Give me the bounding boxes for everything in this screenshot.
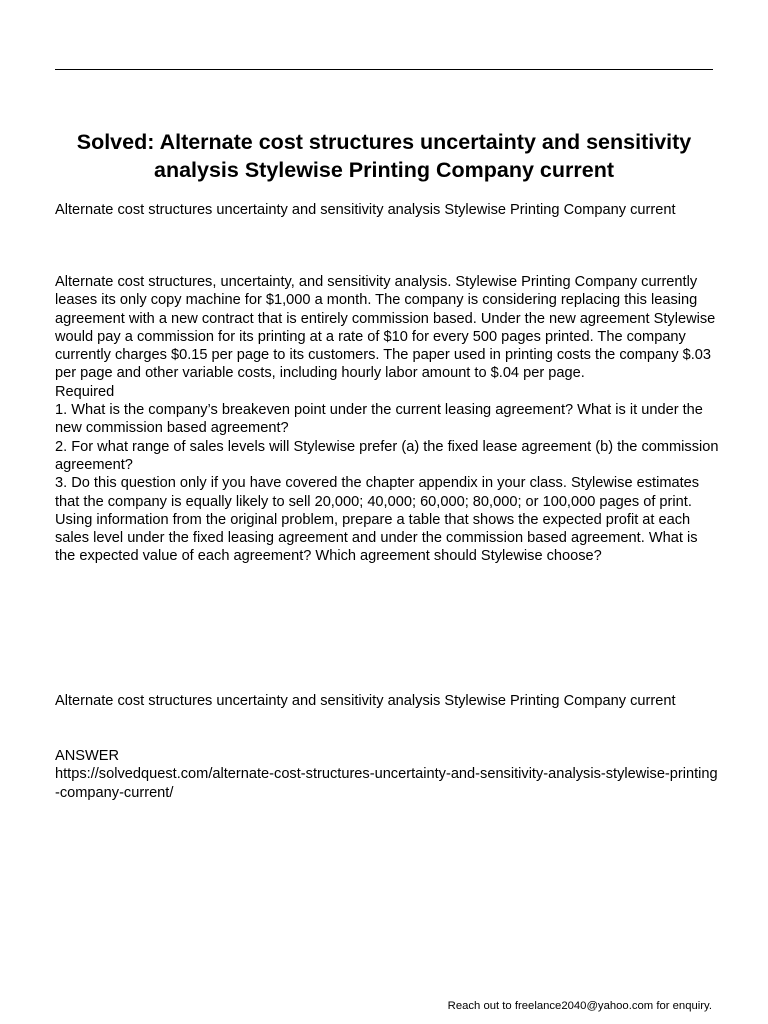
question-item-1: 1. What is the company’s breakeven point under the current leasing agreement? What is it under the new commission based agreement? — [55, 402, 703, 437]
repeat-title: Alternate cost structures uncertainty and sensitivity analysis Stylewise Printing Company current — [55, 693, 676, 709]
required-label: Required — [55, 383, 115, 400]
question-text — [55, 273, 720, 566]
answer-label: ANSWER — [55, 748, 120, 764]
top-divider — [55, 69, 713, 70]
footer-contact: Reach out to freelance2040@yahoo.com for enquiry. — [447, 1000, 712, 1012]
question-item-3: 3. Do this question only if you have covered the chapter appendix in your class. Stylewise estimates that the company is equally likely to sell 20,000; 40,000; 60,000; 80,000; or 100,000 pages of print. Using information from the original problem, prepare a table that shows the expected profit at each sales level under the fixed leasing agreement and under the commission based agreement. What is the expected value of each agreement? Which agreement should Stylewise choose? — [55, 475, 700, 565]
answer-link[interactable]: https://solvedquest.com/alternate-cost-structures-uncertainty-and-sensitivity-analysis-stylewise-printing-company-current/ — [55, 766, 718, 801]
question-item-2: 2. For what range of sales levels will Stylewise prefer (a) the fixed lease agreement (b) the commission agreement? — [55, 438, 719, 473]
question-intro: Alternate cost structures, uncertainty, and sensitivity analysis. Stylewise Printing Company currently leases its only copy machine for $1,000 a month. The company is considering replacing this leasing agreement with a new contract that is entirely commission based. Under the new agreement Stylewise would pay a commission for its printing at a rate of $10 for every 500 pages printed. The company currently charges $0.15 per page to its customers. The paper used in printing costs the company $.03 per page and other variable costs, including hourly labor amount to $.04 per page. — [55, 274, 716, 382]
page-subtitle: Alternate cost structures uncertainty and sensitivity analysis Stylewise Printing Company current — [55, 202, 676, 218]
answer-section — [55, 747, 720, 802]
page-title: Solved: Alternate cost structures uncertainty and sensitivity analysis Stylewise Printing Company current — [76, 130, 692, 182]
